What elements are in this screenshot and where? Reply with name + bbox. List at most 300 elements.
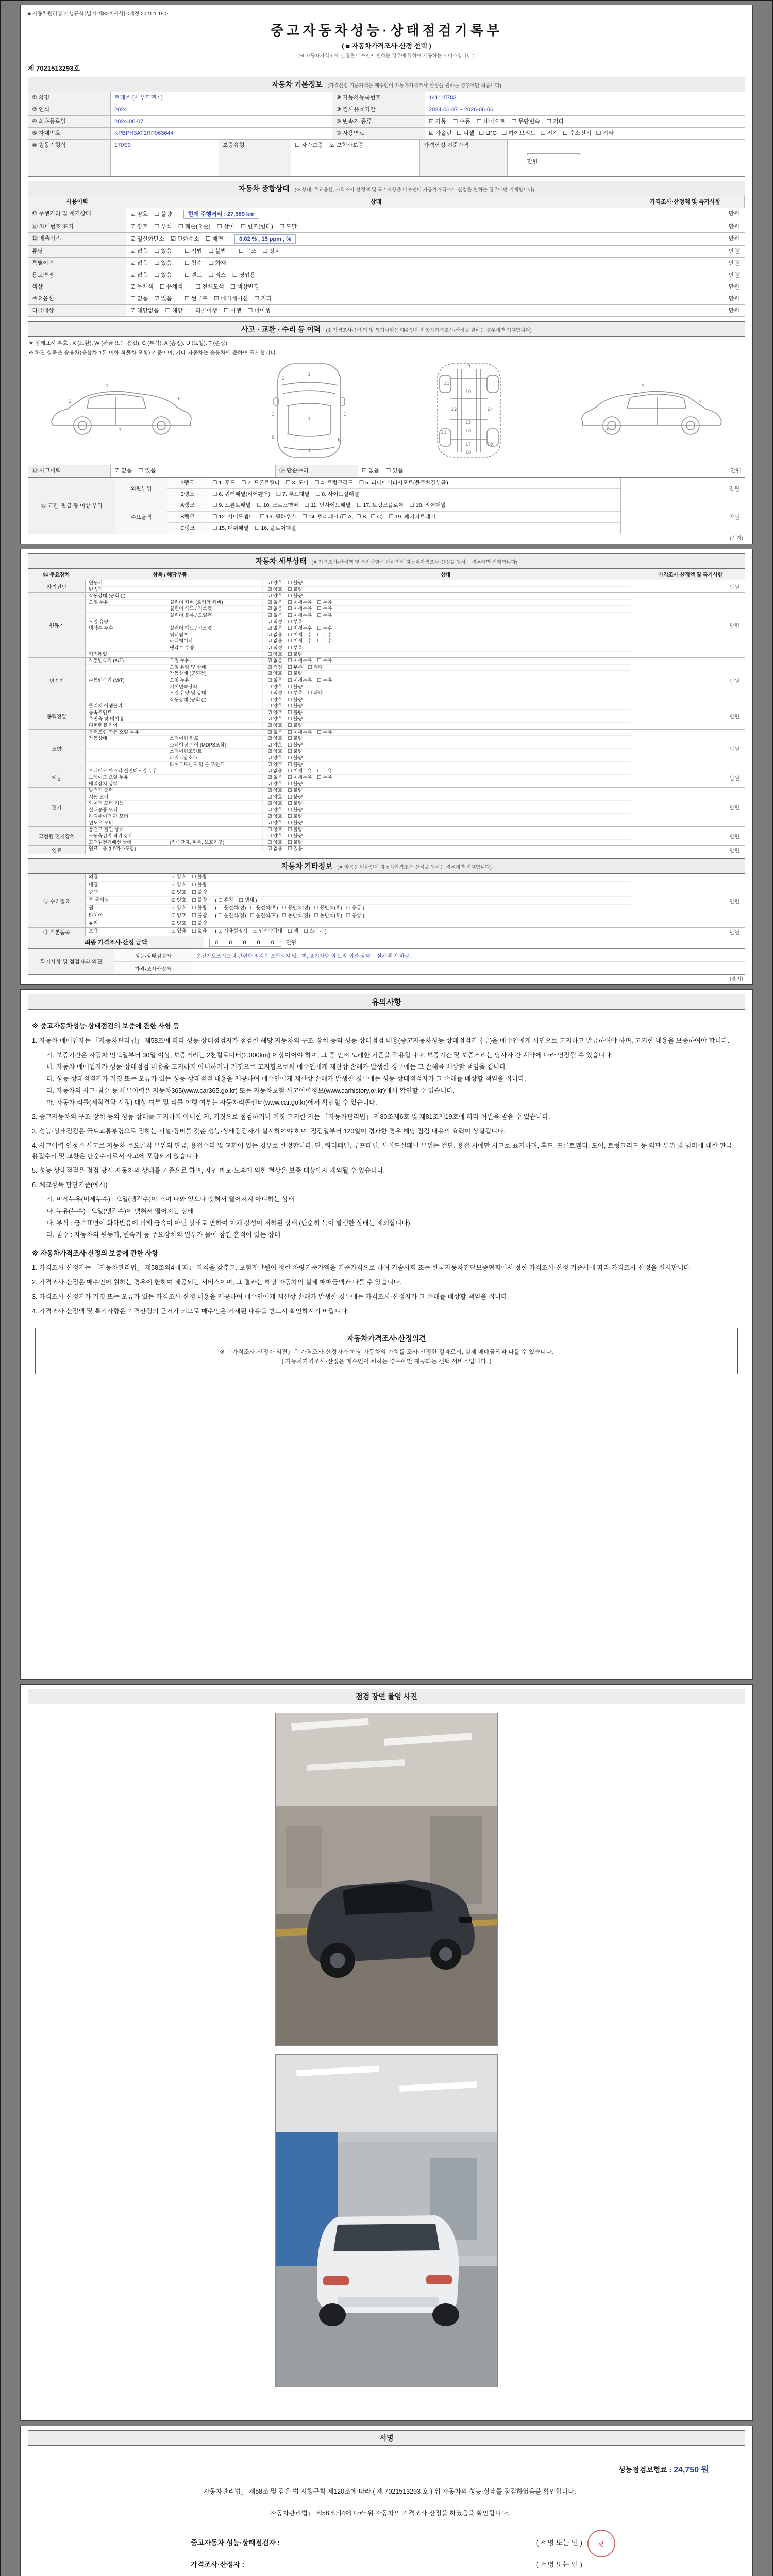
item-sublabel: 실린더 커버 (로커암 커버) bbox=[166, 600, 263, 606]
price-cell: 만원 bbox=[620, 478, 745, 500]
price-cell: 만원 bbox=[631, 874, 745, 927]
final-price-digits: 0 0 0 0 0 bbox=[209, 939, 281, 947]
final-price-row bbox=[28, 936, 745, 949]
panel-main-form bbox=[20, 5, 753, 544]
device-item-row bbox=[86, 846, 631, 852]
item-label bbox=[86, 665, 166, 671]
section-note: (가격산정 기준가격은 매수인이 자동차가격조사·산정을 원하는 경우에만 적습니다) bbox=[327, 83, 501, 89]
item-state-checkboxes: ☑ 없음 ☐ 있음 bbox=[267, 846, 303, 852]
row-label: 색상 bbox=[28, 281, 126, 293]
section-band-detail bbox=[28, 553, 745, 569]
price-opinion-box-line: ( 자동차가격조사·산정은 매수인이 원하는 경우에만 제공되는 선택 서비스입니다. ) bbox=[281, 1359, 492, 1365]
price-digit-boxes bbox=[527, 153, 580, 155]
notice-item: 5. 성능·상태점검은 점검 당시 자동차의 상태를 기준으로 하며, 자연 마모·노후에 의한 현상은 보증 대상에서 제외될 수 있습니다. bbox=[32, 1167, 385, 1175]
rank-row bbox=[167, 500, 620, 512]
rank-label: 1랭크 bbox=[167, 478, 208, 488]
checkbox-group: ☑ 없음 ☐ 있음 ☐ 침수 ☐ 화재 bbox=[130, 260, 226, 266]
device-item-row bbox=[86, 833, 631, 840]
item-state-checkboxes: ☑ 양호 ☐ 불량 bbox=[267, 807, 303, 812]
item-label: 원동기 bbox=[86, 580, 166, 586]
notice-item: 나. 자동차 매매업자가 성능·상태점검 내용을 고지하지 아니하거나 거짓으로 고지함으로써 매수인에게 재산상 손해가 발생한 경우에는 그 손해를 배상할 책임을 집니다. bbox=[46, 1063, 508, 1071]
item-label: 룸 클리닝 bbox=[86, 897, 166, 904]
rank-row bbox=[167, 523, 620, 534]
table-row bbox=[28, 305, 745, 317]
device-item-row bbox=[86, 645, 631, 652]
item-label bbox=[86, 613, 166, 619]
item-sublabel: 오일 누유 bbox=[166, 658, 263, 664]
etc-group-name: ⑱ 기본품목 bbox=[28, 928, 86, 936]
state-cell bbox=[126, 305, 626, 317]
svg-text:8: 8 bbox=[272, 435, 275, 440]
row-label: 특별이력 bbox=[28, 258, 126, 269]
table-row bbox=[28, 281, 745, 293]
price-cell: 만원 bbox=[631, 658, 745, 703]
svg-text:3: 3 bbox=[272, 412, 275, 417]
item-state-checkboxes: ☑ 있음 ☐ 없음 ( ☑ 사용설명서 ☑ 안전삼각대 ☐ 잭 ☐ 스패너 ) bbox=[171, 928, 327, 935]
notice-item: 4. 가격조사·산정액 및 특기사항은 가격산정의 근거가 되므로 매수인은 기재된 내용을 반드시 확인하시기 바랍니다. bbox=[32, 1308, 349, 1315]
notice-item: 4. 사고이력 인정은 사고로 자동차 주요골격 부위의 판금, 용접수리 및 교환이 있는 경우로 한정합니다. 단, 쿼터패널, 루프패널, 사이드실패널 부위는 절단, 용접 시에만 사고로 표기하며, 후드, 프론트휀더, 도어, 트렁크리드 등 외판 부위 및 범퍼에 대한 판금, 용접수리 및 교환은 단순수리로서 사고에 포함되지 않습니다. bbox=[32, 1142, 734, 1160]
section-title: 사고 · 교환 · 수리 등 이력 bbox=[241, 325, 321, 333]
opinion-row bbox=[114, 962, 745, 974]
device-items bbox=[86, 703, 631, 728]
price-cell: 만원 bbox=[631, 703, 745, 728]
item-state-checkboxes: ☑ 양호 ☐ 불량 bbox=[267, 781, 303, 787]
section-note: (※ 가격조사·산정액 및 특기사항은 매수인이 자동차가격조사·산정을 원하는 경우에만 기재합니다) bbox=[311, 560, 518, 565]
row-label: 용도변경 bbox=[28, 269, 126, 281]
svg-text:1: 1 bbox=[106, 384, 109, 389]
device-item-row bbox=[86, 600, 631, 606]
transmission-checkboxes: ☑ 자동 ☐ 수동 ☐ 세미오토 ☐ 무단변속 ☐ 기타 bbox=[425, 116, 745, 128]
panel-photos bbox=[20, 1684, 753, 2421]
rank-row bbox=[167, 478, 620, 489]
signature-row-inspector bbox=[191, 2537, 605, 2548]
exchange-group-row bbox=[115, 500, 745, 534]
item-sublabel bbox=[166, 807, 263, 814]
item-sublabel: 실린더 블록 / 오일팬 bbox=[166, 613, 263, 619]
document-title: 중고자동차성능·상태점검기록부 bbox=[270, 23, 503, 38]
signature-placeholder: ( 서명 또는 인 ) bbox=[536, 2539, 582, 2547]
notice-item: 다. 부식 : 금속표면이 화학반응에 의해 금속이 아닌 상태로 변하여 차체 강성이 저하된 상태 (단순히 녹이 발생한 상태는 제외합니다) bbox=[46, 1219, 410, 1227]
group-name: 외판부위 bbox=[115, 478, 167, 500]
notice-item: 다. 성능·상태점검자가 거짓 또는 오류가 있는 성능·상태점검 내용을 제공하여 매수인에게 재산상 손해가 발생한 경우에는 성능·상태점검자가 그 손해를 배상할 책임을 집니다. bbox=[46, 1075, 526, 1083]
etc-item-row bbox=[86, 920, 631, 927]
item-label: 보유 bbox=[86, 928, 166, 935]
item-state-checkboxes: ☑ 적정 ☐ 부족 bbox=[267, 645, 303, 650]
item-label: 와이퍼 모터 기능 bbox=[86, 801, 166, 807]
item-label: 외장 bbox=[86, 874, 166, 881]
device-group-name: 연료 bbox=[28, 846, 86, 854]
item-sublabel: 작동상태 (공회전) bbox=[166, 697, 263, 703]
svg-text:3: 3 bbox=[119, 428, 122, 433]
item-state-checkboxes: ☑ 양호 ☐ 불량 bbox=[171, 874, 207, 880]
state-cell bbox=[126, 269, 626, 281]
exchange-panel-label: ⑮ 교환, 판금 등 이상 부위 bbox=[28, 478, 115, 534]
column-header: 사용이력 bbox=[28, 196, 126, 208]
price-unit: 만원 bbox=[285, 939, 297, 946]
state-cell bbox=[126, 221, 626, 233]
law-confirmation-line2: 「자동차관리법」 제58조의4에 따라 위 자동차의 가격조사·산정을 하였음을 확인합니다. bbox=[263, 2510, 510, 2517]
notice-item: 1. 가격조사·산정자는 「자동차관리법」 제58조의4에 따른 자격을 갖추고, 보험개발원이 정한 차량기준가액을 기준가격으로 하여 기술사회 또는 한국자동차진단보증협회에서 정한 가격조사·산정 기준서에 따라 가격조사·산정을 실시합니다. bbox=[32, 1264, 692, 1272]
item-label bbox=[86, 742, 166, 749]
panel-checkboxes: ☐ 6. 쿼터패널(리어휀더) ☐ 7. 루프패널 ☐ 8. 사이드실패널 bbox=[212, 491, 359, 497]
state-extra-value: 0.02 % , 15 ppm , % bbox=[234, 234, 296, 244]
device-item-row bbox=[86, 749, 631, 755]
section-note: (※ 항목은 매수인이 자동차가격조사·산정을 원하는 경우에만 기재합니다) bbox=[337, 865, 492, 871]
etc-group-name: ⑰ 수리필요 bbox=[28, 874, 86, 927]
item-state-checkboxes: ☑ 적정 ☐ 부족 ☐ 과다 bbox=[267, 664, 323, 670]
diagram-part-numbers bbox=[69, 364, 701, 455]
item-label: 타이어 bbox=[86, 912, 166, 920]
column-header: ⑯ 주요장치 bbox=[28, 569, 85, 580]
vehicle-name-value: 토레스 (세부모델 : ) bbox=[111, 92, 332, 104]
table-row bbox=[28, 293, 745, 305]
stamp-icon: 인 bbox=[585, 2528, 618, 2560]
item-label: 배력장치 상태 bbox=[86, 781, 166, 787]
table-row bbox=[28, 233, 745, 246]
state-cell bbox=[126, 208, 626, 221]
vehicle-type-legend: ※ 하단 항목은 승용차(승합차·1톤 이하 화물차 포함) 기준이며, 기타 자동차는 승용차에 준하여 표시합니다. bbox=[29, 350, 277, 356]
simple-repair-checkboxes: ☑ 없음 ☐ 있음 bbox=[358, 465, 626, 477]
price-cell: 만원 bbox=[626, 233, 745, 246]
section-band-notice bbox=[28, 994, 745, 1010]
first-registration-value: 2024-06-07 bbox=[111, 116, 332, 128]
device-item-row bbox=[86, 768, 631, 775]
fee-label: 성능점검보험료 : bbox=[618, 2466, 672, 2475]
notice-item: 나. 누유(누수) : 오일(냉각수)이 맺혀서 떨어지는 상태 bbox=[46, 1208, 194, 1215]
device-group-name: 원동기 bbox=[28, 593, 86, 657]
column-header: 가격조사·산정액 및 특기사항 bbox=[658, 572, 723, 578]
item-state-checkboxes: ☐ 양호 ☐ 불량 bbox=[267, 684, 303, 689]
device-item-row bbox=[86, 697, 631, 703]
device-group-row bbox=[28, 846, 745, 854]
item-sublabel: 파워고압호스 bbox=[166, 755, 263, 761]
item-sublabel: 오일 유량 및 상태 bbox=[166, 665, 263, 671]
item-sublabel bbox=[166, 768, 263, 774]
overall-condition-table bbox=[28, 196, 745, 317]
item-label bbox=[86, 749, 166, 755]
state-cell bbox=[126, 293, 626, 305]
item-state-checkboxes: ☑ 없음 ☐ 미세누유 ☐ 누유 bbox=[267, 606, 332, 612]
svg-text:18: 18 bbox=[465, 450, 472, 455]
item-sublabel bbox=[166, 580, 263, 586]
panel-detail-condition bbox=[20, 549, 753, 985]
item-sublabel bbox=[166, 703, 263, 709]
item-state-checkboxes: ☑ 양호 ☐ 불량 bbox=[267, 716, 303, 722]
item-sublabel bbox=[166, 814, 263, 820]
inspection-fee-line bbox=[28, 2463, 709, 2475]
item-label: 연료누출 (LP가스포함) bbox=[86, 846, 166, 852]
device-item-row bbox=[86, 703, 631, 710]
device-item-row bbox=[86, 781, 631, 787]
opinion-text bbox=[192, 962, 745, 974]
field-label: ⑨ 자동차등록번호 bbox=[332, 92, 425, 104]
item-state-checkboxes: ☐ 양호 ☐ 불량 bbox=[267, 833, 303, 839]
final-price-value bbox=[204, 937, 302, 948]
device-items bbox=[86, 788, 631, 826]
item-state-checkboxes: ☑ 양호 ☐ 불량 bbox=[171, 890, 207, 896]
section-title: 자동차 기타정보 bbox=[281, 862, 332, 871]
car-diagram bbox=[28, 359, 745, 465]
device-group-name: 고전원 전기장치 bbox=[28, 827, 86, 846]
device-item-row bbox=[86, 788, 631, 794]
notice-item: 2. 중고자동차의 구조·장치 등의 성능·상태를 고지하지 아니한 자, 거짓으로 점검하거나 거짓 고지한 자는 「자동차관리법」 제80조제6호 및 제81조제19호에 따라 처벌을 받을 수 있습니다. bbox=[32, 1113, 550, 1121]
signer-role: 중고자동차 성능·상태점검자 : bbox=[191, 2539, 280, 2547]
row-label: 리콜대상 bbox=[28, 305, 126, 317]
panel-checkboxes: ☐ 9. 프론트패널 ☐ 10. 크로스멤버 ☐ 11. 인사이드패널 ☐ 17. 트렁크플로어 ☐ 18. 리어패널 bbox=[212, 502, 446, 509]
item-label: 광택 bbox=[86, 889, 166, 896]
svg-text:17: 17 bbox=[465, 442, 472, 447]
item-state-checkboxes: ☐ 양호 ☐ 불량 bbox=[267, 697, 303, 702]
section-title: 자동차 세부상태 bbox=[255, 557, 307, 565]
item-label bbox=[86, 762, 166, 768]
device-item-row bbox=[86, 632, 631, 639]
column-header: 항목 / 해당부품 bbox=[85, 569, 255, 580]
item-state-checkboxes: ☑ 적정 ☐ 부족 bbox=[267, 619, 303, 624]
item-sublabel bbox=[166, 846, 263, 852]
device-group-name: 전기 bbox=[28, 788, 86, 826]
checkbox-group: ☑ 없음 ☐ 있음 ☐ 렌트 ☐ 리스 ☐ 영업용 bbox=[130, 272, 256, 278]
rank-rows bbox=[167, 478, 620, 500]
item-sublabel bbox=[166, 781, 263, 787]
item-sublabel: 워터펌프 bbox=[166, 632, 263, 638]
notice-item: 라. 침수 : 자동차의 원동기, 변속기 등 주요장치의 일부가 물에 잠긴 흔적이 있는 상태 bbox=[46, 1231, 281, 1239]
item-state-checkboxes: ☑ 양호 ☐ 불량 ( ☐ 운전석(전) ☐ 운전석(후) ☐ 동반석(전) ☐ 동반석(후) ☐ 응급 ) bbox=[171, 913, 364, 919]
item-state-checkboxes: ☑ 양호 ☐ 불량 bbox=[267, 671, 303, 676]
svg-text:6: 6 bbox=[178, 397, 181, 402]
item-label: 등속조인트 bbox=[86, 710, 166, 716]
section-title: 점검 장면 촬영 사진 bbox=[356, 1692, 417, 1701]
item-state-checkboxes: ☑ 양호 ☐ 불량 bbox=[267, 794, 303, 800]
plate-number-value: 141두5783 bbox=[425, 92, 745, 104]
checkbox-group: ☑ 없음 ☐ 있음 ☐ 적법 ☐ 불법 ☐ 구조 ☐ 장치 bbox=[130, 248, 280, 255]
item-label: 유리 bbox=[86, 920, 166, 927]
law-confirmation-line: 「자동차관리법」 제58조 및 같은 법 시행규칙 제120조에 따라 ( 제 7021513293 호 ) 위 자동차의 성능·상태를 점검하였음을 확인합니다. bbox=[197, 2488, 576, 2496]
price-opinion-box-lines bbox=[44, 1348, 729, 1366]
device-items bbox=[86, 768, 631, 787]
device-item-row bbox=[86, 690, 631, 697]
item-state-checkboxes: ☐ 양호 ☐ 불량 bbox=[267, 651, 303, 657]
price-cell: 만원 bbox=[626, 208, 745, 221]
checkbox-group: ☑ 양호 ☐ 부식 ☐ 훼손(오손) ☐ 상이 ☐ 변조(변타) ☐ 도말 bbox=[130, 224, 297, 230]
device-item-row bbox=[86, 593, 631, 600]
row-label: 튜닝 bbox=[28, 246, 126, 258]
state-extra-value: 현재 주행거리 : 27,589 km bbox=[183, 210, 259, 219]
item-label: 디퍼렌셜 기어 bbox=[86, 723, 166, 729]
notice-item: 1. 자동차 매매업자는 「자동차관리법」 제58조에 따라 성능·상태점검자가 점검한 해당 자동차의 구조·장치 등의 성능·상태점검 내용(중고자동차성능·상태점검기록부)을 매수인에게 서면으로 고지하고 발급하여야 하며, 고지한 내용을 보증하여야 합니다. bbox=[32, 1037, 730, 1045]
field-label: ⑥ 변속기 종류 bbox=[332, 116, 425, 128]
item-state-checkboxes: ☑ 양호 ☐ 불량 bbox=[267, 814, 303, 819]
device-group-name: 제동 bbox=[28, 768, 86, 787]
state-cell bbox=[126, 258, 626, 269]
price-cell: 만원 bbox=[626, 269, 745, 281]
device-items bbox=[86, 827, 631, 846]
price-cell: 만원 bbox=[631, 730, 745, 768]
rank-label: C랭크 bbox=[167, 523, 208, 534]
field-label: ③ 검사유효기간 bbox=[332, 104, 425, 116]
section-title: 유의사항 bbox=[372, 998, 401, 1007]
item-label: 작동상태 bbox=[86, 736, 166, 742]
etc-group-row bbox=[28, 928, 745, 936]
device-item-row bbox=[86, 625, 631, 632]
svg-text:12: 12 bbox=[451, 407, 457, 412]
svg-text:2: 2 bbox=[69, 399, 72, 404]
item-label: 내장 bbox=[86, 882, 166, 889]
item-label: 냉각수 누수 bbox=[86, 625, 166, 632]
svg-text:3: 3 bbox=[344, 412, 347, 417]
notice-item: 3. 성능·상태점검은 국토교통부령으로 정하는 시설·장비를 갖춘 성능·상태점검자가 실시하여야 하며, 점검일부터 120일이 경과한 경우 해당 점검 내용의 효력이 상실됩니다. bbox=[32, 1128, 506, 1136]
table-row bbox=[28, 269, 745, 281]
device-item-row bbox=[86, 580, 631, 587]
device-item-row bbox=[86, 827, 631, 834]
device-items bbox=[86, 658, 631, 703]
price-cell: 만원 bbox=[631, 593, 745, 657]
signer-role: 가격조사·산정자 : bbox=[191, 2561, 245, 2569]
item-sublabel bbox=[166, 593, 263, 599]
device-group-row bbox=[28, 703, 745, 729]
device-item-row bbox=[86, 723, 631, 729]
item-sublabel bbox=[166, 619, 263, 625]
rank-row bbox=[167, 512, 620, 523]
device-item-row bbox=[86, 684, 631, 691]
device-item-row bbox=[86, 801, 631, 807]
item-state-checkboxes: ☑ 없음 ☐ 미세누유 ☐ 누유 bbox=[267, 658, 332, 664]
section-band-signature bbox=[28, 2430, 745, 2446]
item-label bbox=[86, 697, 166, 703]
price-cell: 만원 bbox=[626, 221, 745, 233]
svg-text:7: 7 bbox=[308, 417, 311, 422]
device-group-name: 자기진단 bbox=[28, 580, 86, 592]
item-state-checkboxes: ☑ 없음 ☐ 미세누수 ☐ 누수 bbox=[267, 638, 332, 644]
panel-checkboxes: ☐ 1. 후드 ☐ 2. 프론트휀더 ☐ 3. 도어 ☐ 4. 트렁크리드 ☐ 5. 라디에이터서포트(볼트체결부품) bbox=[212, 480, 448, 486]
item-label: 자동변속기 (A/T) bbox=[86, 658, 166, 664]
device-item-row bbox=[86, 716, 631, 723]
device-item-row bbox=[86, 710, 631, 717]
page-mark: (을지) bbox=[730, 976, 743, 982]
item-state-checkboxes: ☑ 없음 ☐ 미세누유 ☐ 누유 bbox=[267, 768, 332, 774]
notice-items bbox=[32, 1263, 741, 1316]
item-sublabel: 스티어링 펌프 bbox=[166, 736, 263, 742]
svg-text:4: 4 bbox=[698, 399, 701, 404]
etc-item-row bbox=[86, 882, 631, 889]
item-state-checkboxes: ☑ 양호 ☐ 불량 bbox=[267, 801, 303, 806]
exchange-panel-table bbox=[28, 478, 745, 534]
rank-label: B랭크 bbox=[167, 512, 208, 522]
section-band-photos bbox=[28, 1689, 745, 1704]
price-cell: 만원 bbox=[626, 258, 745, 269]
item-sublabel bbox=[166, 794, 263, 801]
item-label: 라디에이터 팬 모터 bbox=[86, 814, 166, 820]
item-label: 추진축 및 베어링 bbox=[86, 716, 166, 722]
rank-row bbox=[167, 489, 620, 500]
etc-item-row bbox=[86, 897, 631, 905]
svg-text:14: 14 bbox=[487, 407, 493, 412]
warranty-type-checkboxes: ☐ 자가보증 ☑ 보험사보증 bbox=[291, 140, 420, 176]
item-sublabel: 오일 유량 및 상태 bbox=[166, 690, 263, 697]
fuel-checkboxes: ☑ 가솔린 ☐ 디젤 ☐ LPG ☐ 하이브리드 ☐ 전기 ☐ 수소전기 ☐ 기타 bbox=[425, 128, 745, 140]
section-title: 자동차 기본정보 bbox=[272, 80, 323, 89]
section-band-accident bbox=[28, 321, 745, 337]
field-label: ② 연식 bbox=[28, 104, 111, 116]
section-note: (※ 가격조사·산정액 및 특기사항은 매수인이 자동차가격조사·산정을 원하는 경우에만 기재합니다) bbox=[326, 328, 532, 333]
item-sublabel bbox=[166, 775, 263, 781]
item-sublabel: 작동상태 (공회전) bbox=[166, 671, 263, 677]
svg-text:2: 2 bbox=[282, 376, 285, 381]
svg-text:19: 19 bbox=[487, 442, 493, 447]
svg-text:11: 11 bbox=[444, 381, 450, 386]
device-item-row bbox=[86, 840, 631, 846]
item-state-checkboxes: ☑ 양호 ☐ 불량 bbox=[267, 755, 303, 761]
svg-text:16: 16 bbox=[465, 429, 472, 434]
item-label: 충전구 절연 상태 bbox=[86, 827, 166, 833]
item-state-checkboxes: ☑ 양호 ☐ 불량 bbox=[267, 761, 303, 767]
rank-label: A랭크 bbox=[167, 500, 208, 511]
device-item-row bbox=[86, 638, 631, 645]
device-items bbox=[86, 593, 631, 657]
price-cell: 만원 bbox=[626, 305, 745, 317]
item-label bbox=[86, 684, 166, 690]
table-row bbox=[28, 221, 745, 233]
device-item-row bbox=[86, 814, 631, 820]
etc-item-row bbox=[86, 912, 631, 920]
item-label bbox=[86, 632, 166, 638]
item-sublabel bbox=[166, 788, 263, 794]
price-cell: 만원 bbox=[626, 465, 745, 477]
base-price-value bbox=[508, 140, 745, 176]
rank-rows bbox=[167, 500, 620, 534]
device-item-row bbox=[86, 606, 631, 613]
table-row bbox=[28, 92, 745, 104]
panel-checkboxes: ☐ 12. 사이드멤버 ☐ 13. 휠하우스 ☐ 14. 필러패널 (☐ A, ☐ B, ☐ C) ☐ 19. 패키지트레이 bbox=[212, 514, 436, 520]
field-label: 보증유형 bbox=[219, 140, 291, 176]
section-note: (※ 상태, 주요옵션, 가격조사·산정액 및 특기사항은 매수인이 자동차가격조사·산정을 원하는 경우에만 기재합니다) bbox=[294, 187, 534, 193]
item-state-checkboxes: ☑ 양호 ☐ 불량 bbox=[267, 820, 303, 825]
item-sublabel bbox=[166, 801, 263, 807]
device-group-row bbox=[28, 658, 745, 703]
svg-text:13: 13 bbox=[441, 430, 447, 435]
field-label: ④ 최초등록일 bbox=[28, 116, 111, 128]
item-sublabel bbox=[166, 820, 263, 826]
row-label: ⑫ 배출가스 bbox=[28, 233, 126, 246]
fee-value: 24,750 원 bbox=[674, 2466, 709, 2475]
device-group-row bbox=[28, 827, 745, 846]
svg-text:4: 4 bbox=[308, 448, 311, 453]
device-item-row bbox=[86, 736, 631, 742]
item-state-checkboxes: ☐ 양호 ☐ 불량 bbox=[267, 703, 303, 709]
column-header: 상태 bbox=[255, 569, 636, 580]
item-label bbox=[86, 645, 166, 651]
exchange-group-row bbox=[115, 478, 745, 500]
field-label: 가격산정 기준가격 bbox=[420, 140, 508, 176]
notice-item: 2. 가격조사·산정은 매수인이 원하는 경우에 한하여 제공되는 서비스이며, 그 결과는 해당 자동차의 실제 매매금액과 다를 수 있습니다. bbox=[32, 1279, 402, 1286]
item-state-checkboxes: ☑ 없음 ☐ 미세누유 ☐ 누유 bbox=[267, 599, 332, 605]
accident-history-row bbox=[28, 465, 745, 478]
item-label: 커먼레일 bbox=[86, 652, 166, 658]
field-label: ⑬ 사고이력 bbox=[28, 465, 111, 477]
item-state-checkboxes: ☑ 양호 ☐ 불량 bbox=[267, 709, 303, 715]
svg-text:10: 10 bbox=[465, 389, 472, 395]
item-label: 오일 유량 bbox=[86, 619, 166, 625]
state-cell bbox=[126, 233, 626, 246]
row-label: ⑩ 주행거리 및 계기상태 bbox=[28, 208, 126, 221]
vin-value: KPBPH3AT1RP063644 bbox=[111, 128, 332, 140]
device-item-row bbox=[86, 613, 631, 619]
detail-table-body bbox=[28, 580, 745, 854]
price-cell: 만원 bbox=[626, 246, 745, 258]
device-item-row bbox=[86, 730, 631, 736]
device-items bbox=[86, 580, 631, 592]
form-reference: ■ 자동차관리법 시행규칙 [별지 제82호서식] <개정 2021.1.19.> bbox=[28, 11, 169, 17]
field-label: ① 차명 bbox=[28, 92, 111, 104]
